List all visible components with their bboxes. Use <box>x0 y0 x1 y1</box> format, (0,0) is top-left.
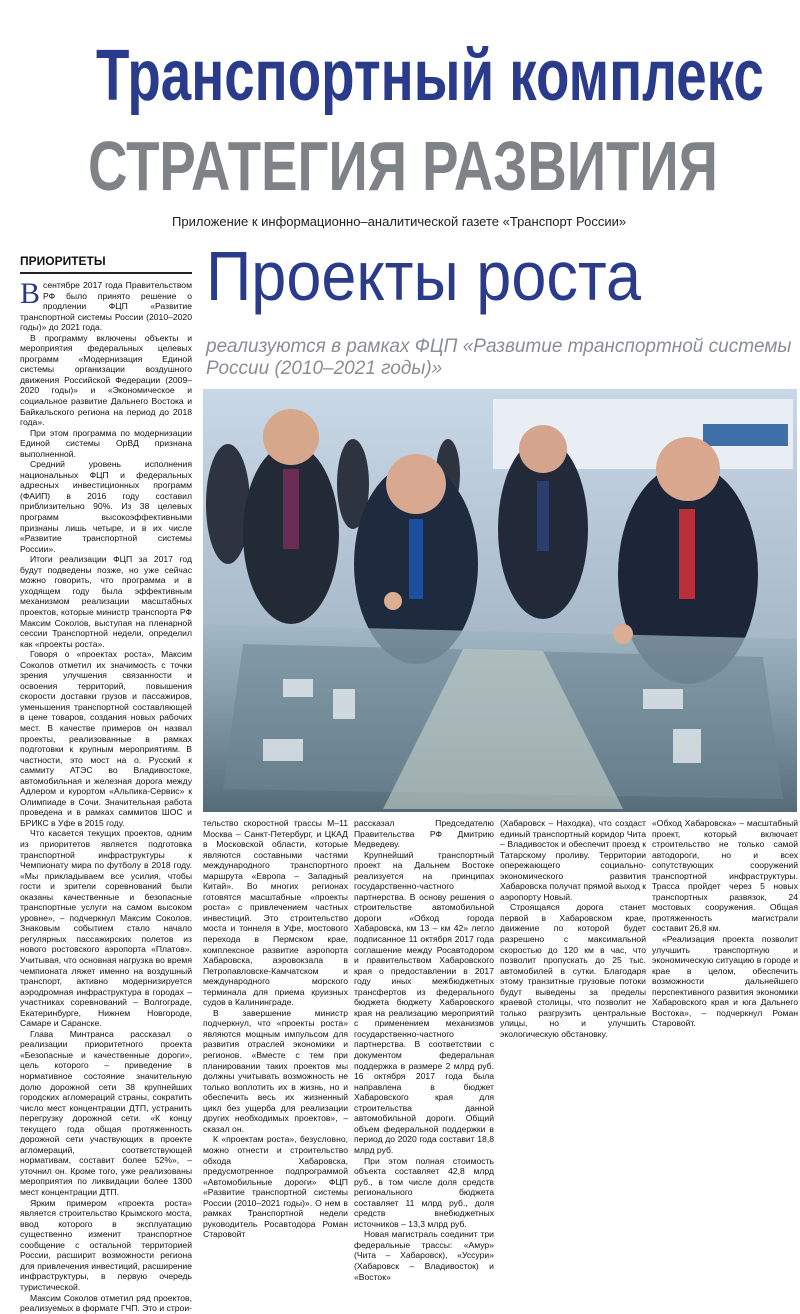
column2-paragraph: К «проектам роста», безусловно, можно отнести и строительство обхода Хабаровска, предусмотренное подпрограммой «Автомобильные дороги» ФЦП «Развитие транспортной системы России (2010–2021 годы)». О нем в рамках Транспортной недели руководитель Росавтодора Роман Старовойт <box>203 1134 348 1240</box>
column1-paragraph: Говоря о «проектах роста», Максим Соколов отметил их значимость с точки зрения улучшения связанности и освоения территорий, повышения скорости доставки грузов и пассажиров, уменьшения транспортной составляющей в цене товаров, создания новых рабочих мест. В качестве примеров он назвал проекты, реализованные в рамках подготовки к крупным мероприятиям. В частности, это мост на о. Русский к саммиту АТЭС во Владивостоке, автомобильная и железная дорога между Адлером и курортом «Альпика-Сервис» к Олимпиаде в Сочи. Значительная работа проведена и в рамках саммитов ШОС и БРИКС в Уфе в 2015 году. <box>20 649 192 828</box>
column1-paragraph: Глава Минтранса рассказал о реализации приоритетного проекта «Безопасные и качественные дороги», цель которого – приведение в нормативное состояние значительную долю дорожной сети 38 крупнейших городских агломераций страны, сократить число мест концентрации ДТП, устранить перегрузку дорожной сети. «К концу текущего года общая протяженность дорожной сети участвующих в проекте агломераций, соответствующей нормативам, составит более 52%», – уточнил он. Кроме того, уже реализованы мероприятия по ликвидации более 1300 мест концентрации ДТП. <box>20 1028 192 1198</box>
column2-paragraph: тельство скоростной трассы М–11 Москва – Санкт-Петербург, и ЦКАД в Московской области, которые являются составными частями международного транспортного маршрута «Европа – Западный Китай». Во многих регионах готовятся масштабные «проекты роста» с привлечением частных инвестиций. Это строительство моста и тоннеля в Уфе, мостового перехода в Пермском крае, комплексное развитие аэропорта Хабаровска, аэровокзала в Петропавловске-Камчатском и международного морского терминала для приема круизных судов в Калининграде. <box>203 818 348 1008</box>
masthead-subtitle-strategy: СТРАТЕГИЯ РАЗВИТИЯ <box>88 127 718 205</box>
article-photo <box>203 389 797 812</box>
dropcap: В <box>20 277 41 310</box>
column1-paragraph: При этом программа по модернизации Единой системы ОрВД признана выполненной. <box>20 427 192 459</box>
article-headline: Проекты роста <box>206 237 642 315</box>
rubric-divider <box>20 272 192 274</box>
section-rubric: ПРИОРИТЕТЫ <box>20 254 106 268</box>
supplement-note: Приложение к информационно–аналитической газете «Транспорт России» <box>172 214 627 229</box>
column2-paragraph: В завершение министр подчеркнул, что «проекты роста» являются мощным импульсом для развития отраслей экономики и регионов. «Вместе с тем при планировании таких проектов мы должны учитывать возможность не только воплотить их в жизнь, но и обеспечить весь их жизненный цикл без ущерба для реализации других необходимых проектов», – сказал он. <box>203 1007 348 1134</box>
article-column-2 <box>203 818 348 1240</box>
column1-paragraph: Что касается текущих проектов, одним из приоритетов является подготовка транспортной инфраструктуры к Чемпионату мира по футболу в 2018 году. «Мы прикладываем все усилия, чтобы гости и зрители соревнований были оказаны качественные и безопасные транспортные услуги на самом высоком уровне», – подчеркнул Максим Соколов. Знаковым событием стало начало регулярных пассажирских полетов из нового ростовского аэропорта «Платов». Учитывая, что основная нагрузка во время чемпионата ляжет именно на воздушный транспорт, активно модернизируется аэродромная инфраструктура в городах – участниках соревнований – Волгограде, Екатеринбурге, Нижнем Новгороде, Самаре и Саранске. <box>20 828 192 1029</box>
article-column-5 <box>652 818 798 1108</box>
column1-paragraph: сентябре 2017 года Правительством РФ было принято решение о продлении ФЦП «Развитие транспортной системы России (2010–2020 годы)» до 2021 года. <box>20 280 192 333</box>
column4-paragraph: «Обход Хабаровска» – масштабный проект, который включает строительство не только самой автодороги, но и всех сопутствующих сооружений транспортной инфраструктуры. Трасса пройдет через 5 новых транспортных развязок, 24 мостовых сооружения. Общая протяженность магистрали составит 26,8 км. <box>652 818 798 934</box>
column4-paragraph: (Хабаровск – Находка), что создаст единый транспортный коридор Чита – Владивосток и обеспечит проезд к Татарскому проливу. Территории опережающего социально-экономического развития Хабаровска получат прямой выход к аэропорту Новый. <box>500 818 646 902</box>
masthead-title: Транспортный комплекс <box>96 36 764 116</box>
column4-paragraph: Строящаяся дорога станет первой в Хабаровском крае, движение по которой будет разрешено с максимальной скоростью до 120 км в час, что позволит пропускать до 25 тыс. автомобилей в сутки. Благодаря этому транзитные грузовые потоки будут выведены за пределы краевой столицы, что позволит не только разгрузить центральные улицы, но и улучшить экологическую обстановку. <box>500 902 646 1039</box>
article-column-4 <box>500 818 646 1108</box>
column3-paragraph: Крупнейший транспортный проект на Дальнем Востоке реализуется на принципах государственно-частного партнерства. В основу решения о строительстве автомобильной дороги «Обход города Хабаровска, км 13 – км 42» легло подписанное 11 октября 2017 года соглашение между Росавтодором и правительством Хабаровского края о предоставлении в 2017 году иных межбюджетных трансфертов из федерального бюджета бюджету Хабаровского края на реализацию мероприятий с применением механизмов государственно-частного партнерства. В соответствии с документом федеральная поддержка в размере 2 млрд руб. 16 октября 2017 года была направлена в бюджет Хабаровского края для строительства данной автомобильной дороги. Общий объем федеральной поддержки в период до 2020 года составит 18,8 млрд руб. <box>354 849 494 1155</box>
column1-paragraph: Средний уровень исполнения национальных ФЦП и федеральных адресных инвестиционных программ (ФАИП) в 2016 году составил приблизительно 90%. Из 38 целевых программ высокоэффективными признаны лишь четыре, и в их числе «Развитие транспортной системы России». <box>20 459 192 554</box>
column4-paragraph: «Реализация проекта позволит улучшить транспортную и экономическую ситуацию в городе и крае в целом, обеспечить возможности дальнейшего перспективного развития экономики Хабаровского края и юга Дальнего Востока», – подчеркнул Роман Старовойт. <box>652 934 798 1029</box>
column1-paragraph: Итоги реализации ФЦП за 2017 год будут подведены позже, но уже сейчас можно говорить, что программа и в уходящем году была эффективным механизмом реализации масштабных проектов, которые министр транспорта РФ Максим Соколов, выступая на пленарной сессии Транспортной недели, определил как «проекты роста». <box>20 554 192 649</box>
column1-paragraph: Максим Соколов отметил ряд проектов, реализуемых в формате ГЧП. Это и строи- <box>20 1292 192 1314</box>
column1-paragraph: Ярким примером «проекта роста» является строительство Крымского моста, ввод которого в эксплуатацию существенно изменит транспортное сообщение с остальной территорией России, расширит возможности региона для привлечения инвестиций, расширение инфраструктуры, в первую очередь туристической. <box>20 1197 192 1292</box>
article-deck: реализуются в рамках ФЦП «Развитие транспортной системы России (2010–2021 годы)» <box>206 336 792 379</box>
column1-paragraph: В программу включены объекты и мероприятия федеральных целевых программ «Модернизация Единой системы организации воздушного движения Российской Федерации (2009–2020 годы)» и «Экономическое и социальное развитие Дальнего Востока и Байкальского региона на период до 2018 года». <box>20 332 192 428</box>
column3-paragraph: При этом полная стоимость объекта составляет 42,8 млрд руб., в том числе доля средств регионального бюджета составляет 11 млрд руб., доля средств внебюджетных источников – 13,3 млрд руб. <box>354 1155 494 1229</box>
column3-paragraph: рассказал Председателю Правительства РФ Дмитрию Медведеву. <box>354 818 494 850</box>
article-column-3 <box>354 818 494 1282</box>
article-column-1 <box>20 277 192 1314</box>
column3-paragraph: Новая магистраль соединит три федеральные трассы: «Амур» (Чита – Хабаровск), «Уссури» (Хабаровск – Владивосток) и «Восток» <box>354 1229 494 1282</box>
